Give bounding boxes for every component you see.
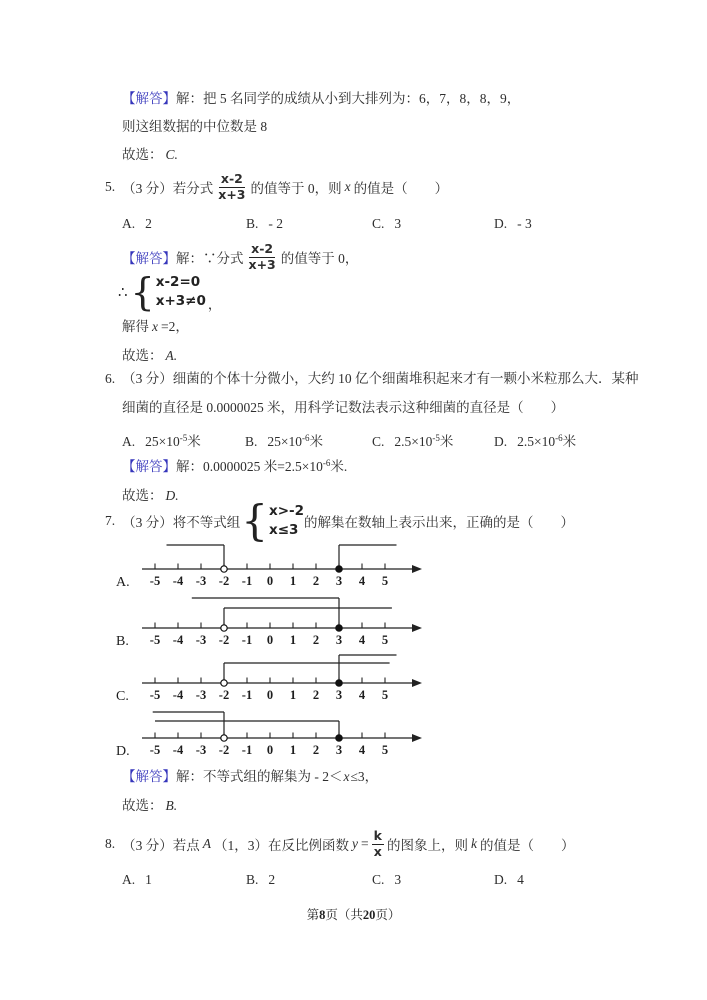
svg-text:1: 1 bbox=[289, 743, 297, 757]
question-number: 5. bbox=[105, 179, 116, 194]
q5-option-c bbox=[372, 216, 401, 232]
inequality-1: x>-2 bbox=[268, 503, 304, 520]
svg-text:B.: B. bbox=[116, 634, 129, 649]
svg-text:-3: -3 bbox=[195, 633, 207, 647]
q8-stem-post-2: 的值是（ ） bbox=[479, 838, 575, 853]
q7-inequality-system bbox=[269, 502, 304, 540]
choose-prefix: 故选： bbox=[122, 488, 163, 503]
option-label: D. bbox=[494, 434, 508, 449]
svg-text:3: 3 bbox=[335, 743, 343, 757]
option-label: D. bbox=[494, 216, 508, 231]
point-name: A bbox=[202, 836, 211, 851]
svg-text:1: 1 bbox=[289, 633, 297, 647]
svg-text:-3: -3 bbox=[195, 688, 207, 702]
q8-stem-pre: （3 分）若点 bbox=[122, 838, 200, 853]
option-unit: 米 bbox=[309, 434, 324, 449]
q5-option-b bbox=[246, 216, 283, 232]
option-value: 1 bbox=[145, 872, 152, 887]
inequality-2: x≤3 bbox=[268, 522, 299, 538]
therefore-symbol: ∴ bbox=[118, 284, 128, 301]
svg-text:-4: -4 bbox=[172, 743, 184, 757]
numberline-option-d bbox=[96, 706, 436, 762]
svg-text:3: 3 bbox=[335, 574, 343, 588]
q7-stem-pre: （3 分）将不等式组 bbox=[122, 515, 241, 530]
question-6-stem-line-2 bbox=[122, 399, 564, 417]
footer-total-pages: 20 bbox=[362, 908, 376, 922]
svg-text:-5: -5 bbox=[149, 743, 161, 757]
solution-exponent: -6 bbox=[322, 458, 331, 468]
svg-text:-4: -4 bbox=[172, 688, 184, 702]
q8-stem-post-1: 的图象上，则 bbox=[386, 838, 468, 853]
question-6-stem-line-1 bbox=[105, 370, 639, 388]
q5-stem-mid: 的值等于 0，则 bbox=[250, 181, 342, 196]
q5-solution-line-1 bbox=[122, 239, 358, 275]
question-number: 6. bbox=[105, 371, 116, 386]
q8-option-d bbox=[494, 872, 524, 888]
svg-text:D.: D. bbox=[116, 744, 130, 759]
svg-text:A.: A. bbox=[116, 575, 130, 590]
svg-text:1: 1 bbox=[289, 688, 297, 702]
svg-text:-1: -1 bbox=[241, 574, 253, 588]
svg-text:4: 4 bbox=[358, 574, 366, 588]
q4-solution-text-2: 则这组数据的中位数是 8 bbox=[122, 119, 268, 134]
page-footer bbox=[0, 905, 707, 923]
svg-text:-4: -4 bbox=[172, 633, 184, 647]
svg-text:5: 5 bbox=[381, 688, 389, 702]
q4-solution-text-1: 解：把 5 名同学的成绩从小到大排列为：6，7，8，8，9， bbox=[176, 91, 521, 106]
svg-text:4: 4 bbox=[358, 743, 366, 757]
svg-text:C.: C. bbox=[116, 689, 129, 704]
q8-option-b bbox=[246, 872, 275, 888]
fraction-denominator: x+3 bbox=[218, 186, 246, 202]
q4-answer-line bbox=[122, 146, 181, 164]
question-7-stem bbox=[105, 496, 574, 546]
q5-stem-pre: （3 分）若分式 bbox=[122, 181, 214, 196]
option-unit: 米 bbox=[562, 434, 577, 449]
variable-x: x bbox=[343, 769, 350, 784]
q5-fraction bbox=[216, 172, 247, 202]
q6-stem-text-1: （3 分）细菌的个体十分微小，大约 10 亿个细菌堆积起来才有一颗小米粒那么大．某种 bbox=[122, 371, 639, 386]
fraction-numerator: k bbox=[373, 828, 382, 844]
q6-solution-post: 米. bbox=[330, 459, 348, 474]
q6-stem-text-2: 细菌的直径是 0.0000025 米，用科学记数法表示这种细菌的直径是（ ） bbox=[122, 400, 565, 415]
option-base: 25×10 bbox=[267, 434, 303, 449]
option-label: C. bbox=[372, 434, 385, 449]
svg-text:-2: -2 bbox=[218, 743, 230, 757]
svg-text:-3: -3 bbox=[195, 743, 207, 757]
q6-option-c bbox=[372, 430, 453, 450]
option-value: 3 bbox=[394, 872, 402, 887]
fraction-denominator: x bbox=[373, 843, 382, 859]
brace-symbol: { bbox=[241, 496, 268, 546]
svg-text:-1: -1 bbox=[241, 633, 253, 647]
footer-part-1: 第 bbox=[306, 908, 320, 922]
q6-option-d bbox=[494, 430, 576, 450]
variable-x: x bbox=[152, 319, 158, 334]
q6-solution-line bbox=[122, 458, 347, 477]
svg-text:-5: -5 bbox=[149, 574, 161, 588]
svg-text:2: 2 bbox=[312, 743, 320, 757]
equals-sign: = bbox=[361, 836, 369, 851]
svg-text:0: 0 bbox=[266, 688, 274, 702]
answer-letter: B. bbox=[165, 798, 178, 813]
option-label: A. bbox=[122, 216, 136, 231]
q8-option-c bbox=[372, 872, 401, 888]
solution-label: 【解答】 bbox=[122, 91, 176, 106]
answer-letter: C. bbox=[165, 147, 178, 162]
svg-text:5: 5 bbox=[381, 743, 389, 757]
choose-prefix: 故选： bbox=[122, 798, 163, 813]
fraction-numerator: x-2 bbox=[251, 241, 274, 257]
svg-text:-4: -4 bbox=[172, 574, 184, 588]
footer-part-3: 页） bbox=[375, 908, 401, 922]
option-value: 3 bbox=[394, 216, 402, 231]
q7-answer-line bbox=[122, 797, 180, 815]
solution-label: 【解答】 bbox=[122, 459, 176, 474]
option-value: 2 bbox=[268, 872, 276, 887]
option-label: B. bbox=[246, 216, 259, 231]
q6-option-b bbox=[245, 430, 323, 450]
solve-prefix: 解得 bbox=[122, 319, 149, 334]
q5-stem-post: 的值是（ ） bbox=[353, 181, 449, 196]
q8-option-a bbox=[122, 872, 152, 888]
svg-text:0: 0 bbox=[266, 633, 274, 647]
q8-fraction bbox=[372, 829, 384, 859]
system-equation-2: x+3≠0 bbox=[155, 293, 206, 309]
option-unit: 米 bbox=[439, 434, 454, 449]
q5-solution-pre: 解：∵分式 bbox=[176, 251, 244, 266]
svg-text:3: 3 bbox=[335, 688, 343, 702]
svg-text:-2: -2 bbox=[218, 688, 230, 702]
q5-solution-fraction bbox=[247, 242, 278, 272]
svg-text:2: 2 bbox=[312, 633, 320, 647]
svg-text:-1: -1 bbox=[241, 688, 253, 702]
option-label: B. bbox=[245, 434, 258, 449]
question-5-stem bbox=[105, 168, 448, 206]
svg-text:4: 4 bbox=[358, 633, 366, 647]
q5-system-line bbox=[118, 271, 221, 313]
footer-page-number: 8 bbox=[319, 908, 326, 922]
svg-text:-5: -5 bbox=[149, 688, 161, 702]
variable-y: y bbox=[352, 836, 358, 851]
option-value: 4 bbox=[517, 872, 524, 887]
solve-rest: =2， bbox=[161, 319, 189, 334]
svg-text:-1: -1 bbox=[241, 743, 253, 757]
question-number: 8. bbox=[105, 836, 116, 851]
option-exponent: -5 bbox=[432, 433, 440, 443]
numberline-option-b bbox=[96, 596, 436, 652]
system-equation-1: x-2=0 bbox=[155, 274, 201, 291]
variable-k: k bbox=[470, 836, 477, 851]
option-value: - 2 bbox=[268, 216, 284, 231]
answer-letter: D. bbox=[165, 488, 179, 503]
q7-solution-line bbox=[122, 768, 378, 786]
q5-equation-system bbox=[156, 273, 206, 311]
svg-text:0: 0 bbox=[266, 574, 274, 588]
q8-stem-mid: （1，3）在反比例函数 bbox=[214, 838, 349, 853]
numberline-option-c bbox=[96, 651, 436, 707]
question-number: 7. bbox=[105, 513, 116, 528]
q4-solution-line-2 bbox=[122, 118, 267, 136]
option-label: C. bbox=[372, 872, 385, 887]
numberline-option-a bbox=[96, 537, 436, 593]
system-comma: ， bbox=[207, 297, 222, 312]
q4-solution-line-1 bbox=[122, 90, 520, 108]
svg-text:5: 5 bbox=[381, 574, 389, 588]
q6-option-a bbox=[122, 430, 201, 450]
variable-x: x bbox=[344, 179, 351, 194]
option-label: D. bbox=[494, 872, 508, 887]
option-label: C. bbox=[372, 216, 385, 231]
q5-solution-post: 的值等于 0， bbox=[280, 251, 359, 266]
fraction-numerator: x-2 bbox=[220, 171, 243, 187]
answer-letter: A. bbox=[165, 348, 178, 363]
svg-text:2: 2 bbox=[312, 688, 320, 702]
svg-text:4: 4 bbox=[358, 688, 366, 702]
option-exponent: -6 bbox=[302, 433, 310, 443]
q5-option-a bbox=[122, 216, 152, 232]
svg-text:-5: -5 bbox=[149, 633, 161, 647]
option-value: - 3 bbox=[517, 216, 532, 231]
option-label: A. bbox=[122, 872, 136, 887]
solution-label: 【解答】 bbox=[122, 769, 176, 784]
option-exponent: -5 bbox=[179, 433, 188, 443]
option-exponent: -6 bbox=[555, 433, 563, 443]
q5-solve-line bbox=[122, 318, 189, 336]
solution-label: 【解答】 bbox=[122, 251, 176, 266]
option-label: A. bbox=[122, 434, 136, 449]
svg-text:5: 5 bbox=[381, 633, 389, 647]
svg-text:0: 0 bbox=[266, 743, 274, 757]
option-unit: 米 bbox=[187, 434, 201, 449]
question-8-stem bbox=[105, 826, 574, 862]
q7-stem-post: 的解集在数轴上表示出来，正确的是（ ） bbox=[304, 515, 574, 530]
option-label: B. bbox=[246, 872, 259, 887]
svg-text:-2: -2 bbox=[218, 574, 230, 588]
choose-prefix: 故选： bbox=[122, 147, 163, 162]
footer-part-2: 页（共 bbox=[325, 908, 363, 922]
option-base: 2.5×10 bbox=[394, 434, 433, 449]
svg-text:3: 3 bbox=[335, 633, 343, 647]
svg-text:-2: -2 bbox=[218, 633, 230, 647]
svg-text:-3: -3 bbox=[195, 574, 207, 588]
choose-prefix: 故选： bbox=[122, 348, 163, 363]
q6-solution-pre: 解：0.0000025 米=2.5×10 bbox=[176, 459, 323, 474]
svg-text:2: 2 bbox=[312, 574, 320, 588]
q7-solution-post: ≤3， bbox=[350, 769, 379, 784]
fraction-denominator: x+3 bbox=[248, 256, 276, 272]
option-base: 25×10 bbox=[145, 434, 180, 449]
option-base: 2.5×10 bbox=[517, 434, 556, 449]
option-value: 2 bbox=[145, 216, 152, 231]
q5-option-d bbox=[494, 216, 532, 232]
brace-symbol: { bbox=[130, 269, 155, 314]
svg-text:1: 1 bbox=[289, 574, 297, 588]
q7-solution-pre: 解：不等式组的解集为 - 2＜ bbox=[176, 769, 343, 784]
q5-answer-line bbox=[122, 347, 180, 365]
